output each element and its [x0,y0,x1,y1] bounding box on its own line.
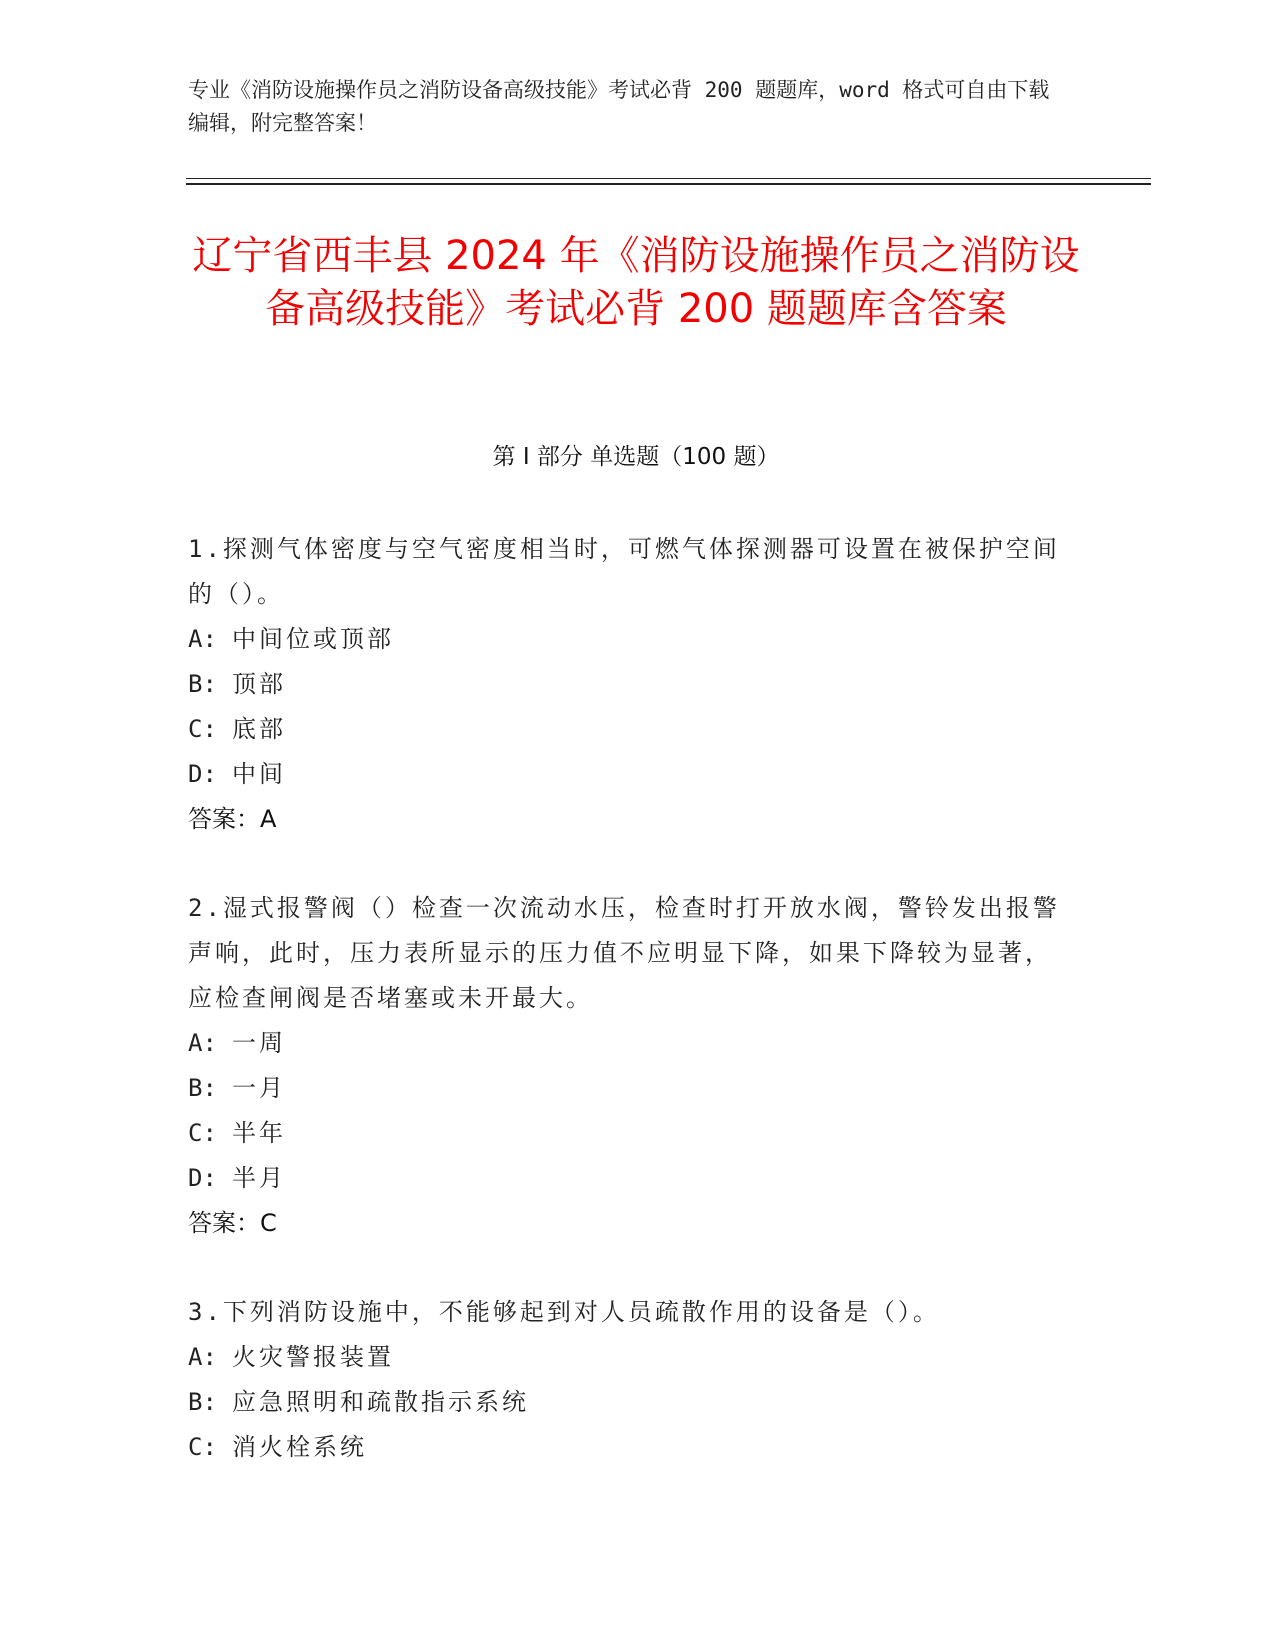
question-stem: 2.湿式报警阀（）检查一次流动水压，检查时打开放水阀，警铃发出报警声响，此时，压力表所显示的压力值不应明显下降，如果下降较为显著，应检查闸阀是否堵塞或未开最大。 [188,894,1060,1012]
question-1 [188,527,1068,842]
option-text: 半月 [232,1164,286,1192]
option-d [188,752,1068,797]
option-letter: B: [188,670,217,698]
header-divider-thick [186,183,1151,185]
option-a [188,1335,1068,1380]
answer-line: 答案：C [188,1209,277,1237]
option-text: 顶部 [232,670,286,698]
option-text: 一周 [232,1029,286,1057]
option-text: 火灾警报装置 [232,1343,394,1371]
question-list [188,527,1068,1514]
option-text: 中间 [232,760,286,788]
option-c [188,707,1068,752]
question-stem: 3.下列消防设施中，不能够起到对人员疏散作用的设备是（）。 [188,1298,940,1326]
option-letter: C: [188,1119,217,1147]
option-b [188,1380,1068,1425]
option-a [188,617,1068,662]
option-letter: C: [188,715,217,743]
answer-line: 答案：A [188,805,277,833]
option-text: 底部 [232,715,286,743]
option-text: 一月 [232,1074,286,1102]
option-letter: C: [188,1433,217,1461]
option-b [188,662,1068,707]
option-letter: A: [188,1029,217,1057]
option-text: 应急照明和疏散指示系统 [232,1388,529,1416]
option-letter: B: [188,1074,217,1102]
option-letter: D: [188,760,217,788]
question-2 [188,886,1068,1246]
option-letter: A: [188,1343,217,1371]
option-letter: B: [188,1388,217,1416]
option-c [188,1111,1068,1156]
option-c [188,1425,1068,1470]
header-note: 专业《消防设施操作员之消防设备高级技能》考试必背 200 题题库，word 格式可自由下载编辑，附完整答案！ [188,78,1050,135]
option-letter: D: [188,1164,217,1192]
question-stem: 1.探测气体密度与空气密度相当时，可燃气体探测器可设置在被保护空间的（）。 [188,535,1060,608]
question-3 [188,1290,1068,1470]
header-divider-thin [186,178,1151,179]
option-a [188,1021,1068,1066]
option-text: 消火栓系统 [232,1433,367,1461]
section-title: 第 I 部分 单选题（100 题） [492,444,780,470]
option-b [188,1066,1068,1111]
option-d [188,1156,1068,1201]
document-title: 辽宁省西丰县 2024 年《消防设施操作员之消防设备高级技能》考试必背 200 题题库含答案 [192,233,1080,332]
option-text: 半年 [232,1119,286,1147]
option-text: 中间位或顶部 [232,625,394,653]
option-letter: A: [188,625,217,653]
